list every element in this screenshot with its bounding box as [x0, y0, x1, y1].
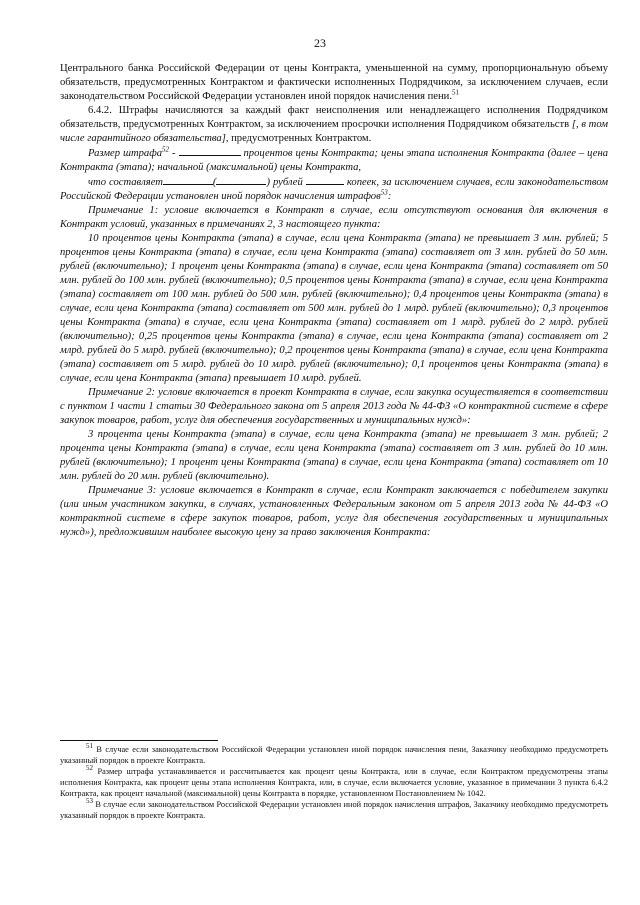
footnote-number: 52 [86, 764, 93, 773]
footnote-53 [60, 799, 608, 821]
colon: : [387, 191, 392, 202]
footnote-ref-53: 53 [380, 188, 388, 197]
fine-amount-label: Размер штрафа [88, 148, 163, 159]
note-3-title: Примечание 3: условие включается в Контракт в случае, если Контракт заключается с победителем закупки (или иным участником закупки, в случаях, установленных Федеральным законом от 5 апреля 2013 года № 44-ФЗ «О контрактной системе в сфере закупок товаров, работ, услуг для обеспечения государственных и муниципальных нужд»), предложившим наиболее высокую цену за право заключения Контракта: [60, 485, 608, 538]
blank-kopecks-field [306, 175, 344, 185]
footnote-number: 53 [86, 797, 93, 806]
note-2-body: 3 процента цены Контракта (этапа) в случае, если цена Контракта (этапа) не превышает 3 млн. рублей; 2 процента цены Контракта (этапа) в случае, если цена Контракта (этапа) составляет от 3 млн. рублей до 10 млн. рублей (включительно); 1 процент цены Контракта (этапа) в случае, если цена Контракта (этапа) составляет от 10 млн. рублей до 20 млн. рублей (включительно). [60, 429, 608, 482]
amount-label: что составляет [88, 177, 163, 188]
footnotes [60, 740, 608, 821]
fine-amount-paragraph [60, 146, 608, 204]
footnote-text: В случае если законодательством Российской Федерации установлен иной порядок начисления штрафов, Заказчику необходимо предусмотреть указанный порядок в проекте Контракта. [60, 800, 609, 820]
footnote-52 [60, 766, 608, 799]
document-body [60, 62, 608, 540]
exception-text: копеек, за исключением случаев, если законодательством Российской Федерации установлен иной порядок начисления штрафов [60, 177, 608, 202]
blank-percent-field [179, 146, 241, 156]
paragraph-text: 6.4.2. Штрафы начисляются за каждый факт неисполнения или ненадлежащего исполнения Подрядчиком обязательств, предусмотренных Контрактом, за исключением просрочки исполнения Подрядчиком обязательств [60, 105, 608, 130]
footnote-divider [60, 740, 218, 741]
page-number: 23 [314, 36, 326, 50]
footnote-text: В случае если законодательством Российской Федерации установлен иной порядок начисления пени, Заказчику необходимо предусмотреть указанный порядок в проекте Контракта. [60, 745, 608, 765]
note-2-title: Примечание 2: условие включается в проект Контракта в случае, если закупка осуществляется в соответствии с пунктом 1 части 1 статьи 30 Федерального закона от 5 апреля 2013 года № 44-ФЗ «О контрактной системе в сфере закупок товаров, работ, услуг для обеспечения государственных и муниципальных нужд»: [60, 387, 608, 426]
fine-amount-text: процентов цены Контракта; цены этапа исполнения Контракта (далее – цена Контракта (этапа); начальной (максимальной) цены Контракта, [60, 148, 608, 173]
footnote-text: Размер штрафа устанавливается и рассчитывается как процент цены Контракта, или в случае, если Контрактом предусмотрены этапы исполнения Контракта, как процент цены этапа исполнения Контракта, или, в случае, если включается условие, указанное в примечании 3 пункта 6.4.2 Контракта, как процент начальной (максимальной) цены Контракта в порядке, установленном Постановлением № 1042. [60, 767, 608, 798]
footnote-ref-51: 51 [451, 88, 459, 97]
note-1-body: 10 процентов цены Контракта (этапа) в случае, если цена Контракта (этапа) не превышает 3 млн. рублей; 5 процентов цены Контракта (этапа) в случае, если цена Контракта (этапа) составляет от 3 млн. рублей до 50 млн. рублей (включительно); 1 процент цены Контракта (этапа) в случае, если цена Контракта (этапа) составляет от 50 млн. рублей до 100 млн. рублей (включительно); 0,5 процентов цены Контракта (этапа) в случае, если цена Контракта (этапа) составляет от 100 млн. рублей до 500 млн. рублей (включительно); 0,4 процентов цены Контракта (этапа) в случае, если цена Контракта (этапа) составляет от 500 млн. рублей до 1 млрд. рублей (включительно); 0,3 процентов цены Контракта (этапа) в случае, если цена Контракта (этапа) составляет от 1 млрд. рублей до 2 млрд. рублей (включительно); 0,25 процентов цены Контракта (этапа) в случае, если цена Контракта (этапа) составляет от 2 млрд. рублей до 5 млрд. рублей (включительно); 0,2 процентов цены Контракта (этапа) в случае, если цена Контракта (этапа) составляет от 5 млрд. рублей до 10 млрд. рублей (включительно); 0,1 процентов цены Контракта (этапа) в случае, если цена Контракта (этапа) превышает 10 млрд. рублей. [60, 233, 608, 384]
open-paren: ( [212, 177, 217, 188]
footnote-number: 51 [86, 742, 93, 751]
footnote-ref-52: 52 [162, 145, 170, 154]
rubles-label: ) рублей [266, 177, 306, 188]
blank-amount-field [163, 175, 213, 185]
warranty-clause: [, в том числе гарантийного обязательства] [60, 119, 608, 144]
paragraph-6-4-2 [60, 104, 608, 146]
footnote-51 [60, 744, 608, 766]
paragraph-penalty-continuation [60, 62, 608, 104]
blank-amount-words-field [216, 175, 266, 185]
note-1-title: Примечание 1: условие включается в Контракт в случае, если отсутствуют основания для включения в Контракт условий, указанных в примечаниях 2, 3 настоящего пункта: [60, 205, 608, 230]
dash: - [169, 148, 179, 159]
paragraph-tail: , предусмотренных Контрактом. [225, 133, 372, 144]
paragraph-text: Центрального банка Российской Федерации от цены Контракта, уменьшенной на сумму, пропорциональную объему обязательств, предусмотренных Контрактом и фактически исполненных Подрядчиком, за исключением случаев, если законодательством Российской Федерации установлен иной порядок начисления пени. [60, 63, 608, 102]
